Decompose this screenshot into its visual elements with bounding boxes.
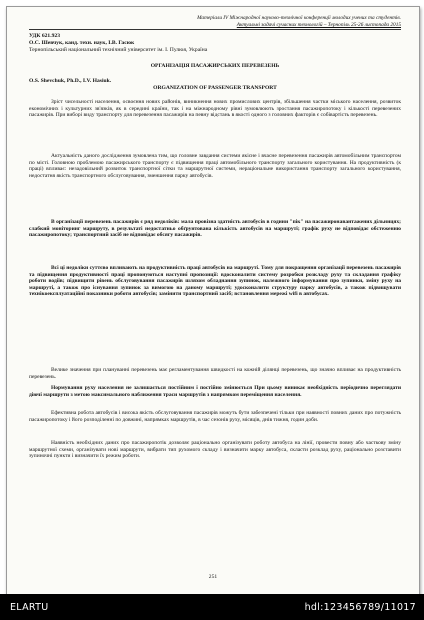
conference-header-line-1: Матеріали IV Міжнародної науково-технічної конференції молодих учених та студентів.	[197, 15, 401, 21]
paragraph-1: Зріст чисельності населення, освоєння нових районів, виникнення нових промислових центрів, збільшення частки міського населення, розвиток економічних і культурних зв'язків, як в середині країни, так і на міжнародному рівні зумовлюють зростання пасажиропотоку і кількості перевезених пасажирів. При виборі виду транспорту для перевезення пасажирів на певну відстань в якості одного з головних факторів є собівартість перевезень.	[29, 99, 401, 119]
repository-footer-bar	[0, 594, 424, 620]
authors-ua: О.С. Шевчук, канд. техн. наук, І.В. Гасюк	[29, 40, 135, 46]
udk-code: УДК 621.923	[29, 33, 61, 39]
handle-identifier[interactable]: hdl:123456789/11017	[304, 602, 416, 613]
affiliation: Тернопільський національний технічний університет ім. І. Пулюя, Україна	[29, 47, 208, 53]
header-rule	[29, 29, 401, 30]
repository-name: ELARTU	[10, 602, 49, 613]
paragraph-8: Наявність необхідних даних про пасажиропотік дозволяє раціонально організувати роботу автобуса на лінії, провести повну або часткову зміну маршрутної схеми, організувати нові маршрути, вибрати тип рухомого складу і визначити марку автобуса, скласти розклад руху, раціонально розставити зупиночні пункти і визначити їх режим роботи.	[29, 440, 401, 460]
page-number: 251	[208, 574, 218, 580]
authors-en: O.S. Shevchuk, Ph.D., I.V. Hasiuk.	[29, 78, 112, 84]
conference-header-line-2: Актуальні задачі сучасних технологій – Тернопіль 25-26 листопада 2015	[236, 22, 401, 28]
paragraph-7: Ефективна робота автобусів і висока якість обслуговування пасажирів можуть бути забезпечені тільки при наявності повних даних про потужність пасажиропотоку і його розподіленні по довжині, напрямках маршрутів, в час сезонів руху, місяців, днів тижня, годин доби.	[29, 410, 401, 423]
paragraph-6: Нормування руху населення не залишається постійним і постійно змінюється При цьому виникає необхідність періодично переглядати діючі маршрути з метою максимального наближення траси маршрутів з напрямком переміщення населення.	[29, 385, 401, 398]
title-en: ORGANIZATION OF PASSENGER TRANSPORT	[153, 85, 277, 91]
title-ua: ОРГАНІЗАЦІЯ ПАСАЖИРСЬКИХ ПЕРЕВЕЗЕНЬ	[150, 63, 280, 69]
paragraph-4: Всі ці недоліки суттєво впливають на продуктивність праці автобусів на маршруті. Тому для покращення організації перевезень пасажирів та підвищення продуктивності праці пропонуються наступні пропозиції: вдосконалити систему розробки розкладу руху та складання графіку роботи водіїв; підвищити рівень обслуговування пасажирів шляхом обладнання зупинок, належного інформування про зупинки, зміну руху на маршруті, а також про існування зупинок за вимогою на даному маршруті; удосконалити структуру парку автобусів, а також підвищувати технікоексплуатаційні показники роботи автобусів; замінити транспортний засіб; встановлення мережі wifi в автобусах.	[29, 265, 401, 298]
document-page	[6, 6, 420, 596]
paragraph-2: Актуальність даного дослідження зумовлена тим, що головне завдання системи якісне і вчасне перевезення пасажирів автомобільним транспортом по місті. Головною проблемою пасажирського транспорту є підвищення праці автомобільного транспорту загального користування. На продуктивність (к праці) впливає: незадовільний розвиток транспортної сітки та маршрутної системи, нераціональне використання транспорту загального користування, недостатня якість транспортного обслуговування, зменшення парку автобусів.	[29, 153, 401, 179]
paragraph-3: В організації перевезень пасажирів є ряд недоліків: мала провізна здатність автобусів в години "пік" на пасажиронавантажених дільницях; слабкий моніторинг маршруту, в результаті недостатньо обґрунтована кількість автобусів на маршруті; графік руху не відповідає обстеженню пасажиропотоку; транспортний засіб не відповідає обсягу пасажирів.	[29, 219, 401, 239]
paragraph-5: Велике значення при плануванні перевезень має регламентування швидкості на кожній ділянці перевезень, що значно впливає на продуктивність перевезень.	[29, 367, 401, 380]
